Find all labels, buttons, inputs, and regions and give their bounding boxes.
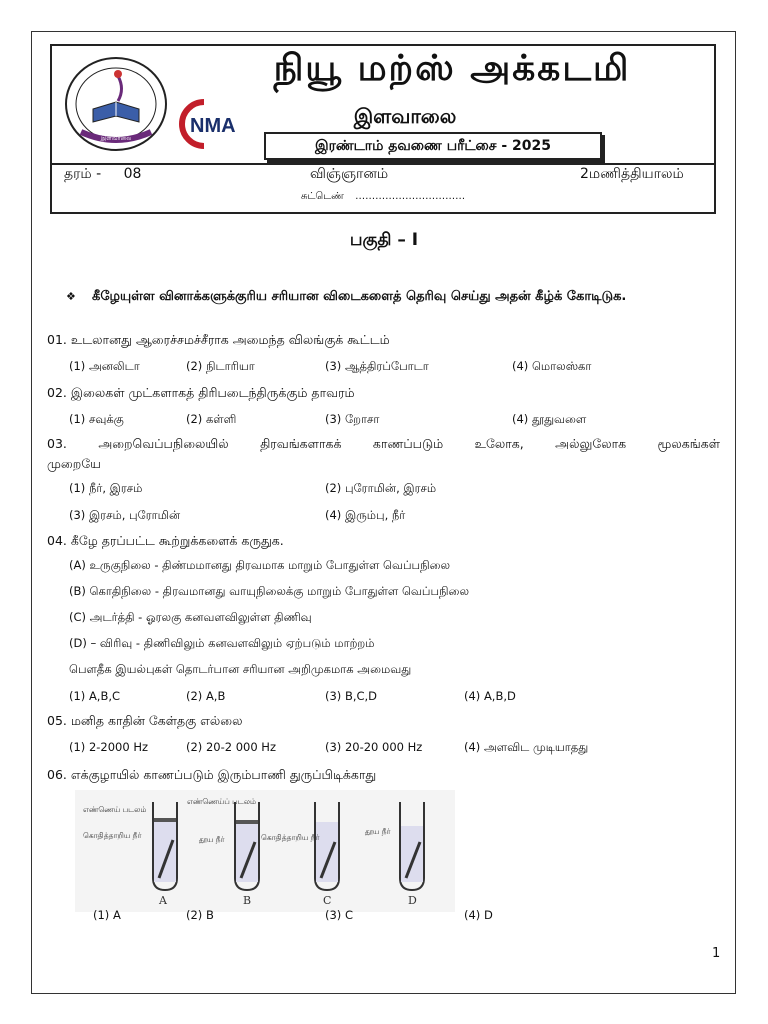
q4-statement-c: (C) அடர்த்தி - ஓரலகு கனவளவிலுள்ள திணிவு xyxy=(69,610,312,624)
instruction-text: கீழேயுள்ள வினாக்களுக்குரிய சரியான விடைகளைத் தெரிவு செய்து அதன் கீழ்க் கோடிடுக. xyxy=(92,289,627,304)
q3-option-4[interactable]: (4) இரும்பு, நீர் xyxy=(325,508,406,522)
q5-option-4[interactable]: (4) அளவிட முடியாதது xyxy=(464,740,589,754)
grade-label: தரம் - xyxy=(64,166,102,182)
q3-option-1[interactable]: (1) நீர், இரசம் xyxy=(69,481,143,495)
q2-option-3[interactable]: (3) றோசா xyxy=(325,412,380,426)
q4-option-3[interactable]: (3) B,C,D xyxy=(325,689,378,703)
label-pure-water-d: தூய நீர் xyxy=(365,827,391,836)
section-title: பகுதி – I xyxy=(349,230,419,250)
q1-option-1[interactable]: (1) அனலிடா xyxy=(69,359,140,373)
diamond-bullet-icon: ❖ xyxy=(66,290,76,303)
school-crest-logo xyxy=(63,54,169,154)
label-pure-water-b: தூய நீர் xyxy=(199,835,225,844)
q2-option-4[interactable]: (4) தூதுவளை xyxy=(512,412,587,426)
duration: 2மணித்தியாலம் xyxy=(580,166,684,182)
exam-title: இரண்டாம் தவணை பரீட்சை - 2025 xyxy=(264,132,602,160)
q6-option-1[interactable]: (1) A xyxy=(93,908,121,922)
subject: விஞ்ஞானம் xyxy=(310,166,389,182)
instruction xyxy=(66,288,726,306)
q2-option-1[interactable]: (1) சவுக்கு xyxy=(69,412,124,426)
question-06: 06. எக்குழாயில் காணப்படும் இரும்பாணி துருப்பிடிக்காது xyxy=(47,767,377,782)
q6-option-3[interactable]: (3) C xyxy=(325,908,353,922)
q4-option-4[interactable]: (4) A,B,D xyxy=(464,689,516,703)
q4-option-2[interactable]: (2) A,B xyxy=(186,689,226,703)
q5-option-1[interactable]: (1) 2-2000 Hz xyxy=(69,740,149,754)
question-03-line2: முறையே xyxy=(47,456,101,471)
label-oil-layer-a: எண்ணெய் படலம் xyxy=(83,805,147,814)
page-number: 1 xyxy=(712,946,721,961)
index-blank: …………………………… xyxy=(355,191,466,202)
question-04: 04. கீழே தரப்பட்ட கூற்றுக்களைக் கருதுக. xyxy=(47,533,284,548)
question-02: 02. இலைகள் முட்களாகத் திரிபடைந்திருக்கும் தாவரம் xyxy=(47,385,355,400)
q4-statement-d: (D) – விரிவு - திணிவிலும் கனவளவிலும் ஏற்படும் மாற்றம் xyxy=(69,636,375,650)
q5-option-3[interactable]: (3) 20-20 000 Hz xyxy=(325,740,423,754)
tube-letter-d: D xyxy=(408,894,417,907)
q1-option-3[interactable]: (3) ஆத்திரப்போடா xyxy=(325,359,429,373)
grade-row xyxy=(64,166,141,184)
exam-header xyxy=(50,44,716,214)
q6-option-4[interactable]: (4) D xyxy=(464,908,493,922)
test-tubes-figure xyxy=(75,790,455,912)
q4-option-1[interactable]: (1) A,B,C xyxy=(69,689,121,703)
svg-text:இளவாலை: இளவாலை xyxy=(100,135,132,142)
q6-option-2[interactable]: (2) B xyxy=(186,908,214,922)
q4-prompt: பௌதீக இயல்புகள் தொடர்பான சரியான அறிமுகமாக அமைவது xyxy=(69,662,412,676)
school-place: இளவாலை xyxy=(353,104,457,128)
label-oil-layer-b: எண்ணெய்ப் படலம் xyxy=(187,797,256,806)
index-number-field xyxy=(52,191,714,203)
school-name: நியூ மற்ஸ் அக்கடமி xyxy=(273,48,631,89)
nma-logo-text: NMA xyxy=(190,115,236,137)
tube-letter-a: A xyxy=(159,894,167,907)
tube-letter-c: C xyxy=(323,894,332,907)
header-banner xyxy=(52,46,714,165)
tube-letter-b: B xyxy=(243,894,252,907)
grade-value: 08 xyxy=(123,166,142,182)
q3-option-2[interactable]: (2) புரோமின், இரசம் xyxy=(325,481,437,495)
question-03-line1: 03. அறைவெப்பநிலையில் திரவங்களாகக் காணப்படும் உலோக, அல்லுலோக மூலகங்கள் xyxy=(47,436,720,451)
nma-logo xyxy=(174,98,272,150)
label-boiled-water-c: கொதித்தாறிய நீர் xyxy=(261,833,320,842)
index-label: சுட்டெண் xyxy=(300,191,344,202)
q4-statement-a: (A) உருகுநிலை - திண்மமானது திரவமாக மாறும் போதுள்ள வெப்பநிலை xyxy=(69,558,451,572)
question-01: 01. உடலானது ஆரைச்சமச்சீராக அமைந்த விலங்குக் கூட்டம் xyxy=(47,332,390,347)
question-05: 05. மனித காதின் கேள்தகு எல்லை xyxy=(47,713,243,728)
q2-option-2[interactable]: (2) கள்ளி xyxy=(186,412,237,426)
q3-option-3[interactable]: (3) இரசம், புரோமின் xyxy=(69,508,181,522)
q1-option-2[interactable]: (2) நிடாரியா xyxy=(186,359,255,373)
q4-statement-b: (B) கொதிநிலை - திரவமானது வாயுநிலைக்கு மாறும் போதுள்ள வெப்பநிலை xyxy=(69,584,469,598)
q1-option-4[interactable]: (4) மொலஸ்கா xyxy=(512,359,592,373)
q5-option-2[interactable]: (2) 20-2 000 Hz xyxy=(186,740,276,754)
label-boiled-water-a: கொதித்தாறிய நீர் xyxy=(83,831,142,840)
